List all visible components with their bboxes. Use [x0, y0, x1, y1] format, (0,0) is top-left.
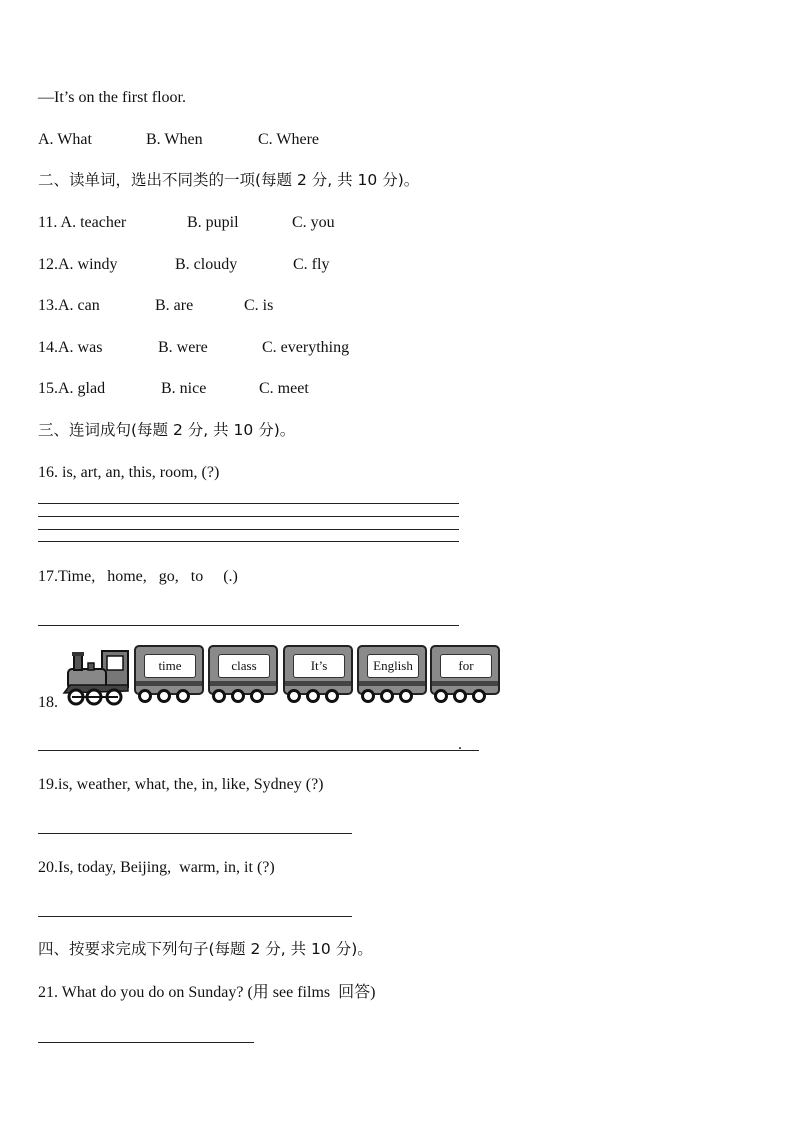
item-13-a: 13.A. can	[38, 297, 100, 314]
item-12-b: B. cloudy	[175, 256, 238, 273]
section4-title: 四、按要求完成下列句子(每题 2 分, 共 10 分)。	[38, 940, 373, 958]
q18-answer-line[interactable]	[38, 750, 479, 751]
locomotive-icon	[62, 649, 132, 707]
q18-number: 18.	[38, 694, 58, 711]
item-14-b: B. were	[158, 339, 208, 356]
train-car-2	[208, 645, 278, 695]
q16-answer-line-3[interactable]	[38, 529, 459, 530]
q16-answer-line-1[interactable]	[38, 503, 459, 504]
item-12-c: C. fly	[293, 256, 330, 273]
q21-answer-line[interactable]	[38, 1042, 254, 1043]
item-14-a: 14.A. was	[38, 339, 103, 356]
q17-prompt: 17.Time, home, go, to (.)	[38, 568, 238, 585]
section3-title: 三、连词成句(每题 2 分, 共 10 分)。	[38, 421, 296, 439]
q10-option-a: A. What	[38, 131, 92, 148]
train-word-5: for	[440, 654, 492, 678]
train-car-4	[357, 645, 427, 695]
q16-prompt: 16. is, art, an, this, room, (?)	[38, 464, 220, 481]
item-11-c: C. you	[292, 214, 335, 231]
q21-prompt: 21. What do you do on Sunday? (用 see films 回答)	[38, 984, 376, 1001]
train-car-3	[283, 645, 353, 695]
q20-prompt: 20.Is, today, Beijing, warm, in, it (?)	[38, 859, 275, 876]
item-15-c: C. meet	[259, 380, 309, 397]
item-11-a: 11. A. teacher	[38, 214, 127, 231]
train-word-3: It’s	[293, 654, 345, 678]
train-picture	[62, 645, 502, 707]
section2-title: 二、读单词，选出不同类的一项(每题 2 分, 共 10 分)。	[38, 171, 420, 189]
item-12-a: 12.A. windy	[38, 256, 118, 273]
q10-option-b: B. When	[146, 131, 203, 148]
train-word-4: English	[367, 654, 419, 678]
item-13-c: C. is	[244, 297, 274, 314]
q19-answer-line[interactable]	[38, 833, 352, 834]
item-15-b: B. nice	[161, 380, 207, 397]
item-14-c: C. everything	[262, 339, 350, 356]
q10-answer-line: —It’s on the first floor.	[38, 89, 186, 106]
train-car-5	[430, 645, 500, 695]
train-car-1	[134, 645, 204, 695]
item-13-b: B. are	[155, 297, 194, 314]
q20-answer-line[interactable]	[38, 916, 352, 917]
q17-answer-line[interactable]	[38, 625, 459, 626]
q10-option-c: C. Where	[258, 131, 320, 148]
q19-prompt: 19.is, weather, what, the, in, like, Sydney (?)	[38, 776, 324, 793]
q18-period: .	[458, 736, 462, 753]
train-word-2: class	[218, 654, 270, 678]
item-15-a: 15.A. glad	[38, 380, 106, 397]
train-word-1: time	[144, 654, 196, 678]
item-11-b: B. pupil	[187, 214, 239, 231]
q16-answer-line-2[interactable]	[38, 516, 459, 517]
q16-answer-line-4[interactable]	[38, 541, 459, 542]
